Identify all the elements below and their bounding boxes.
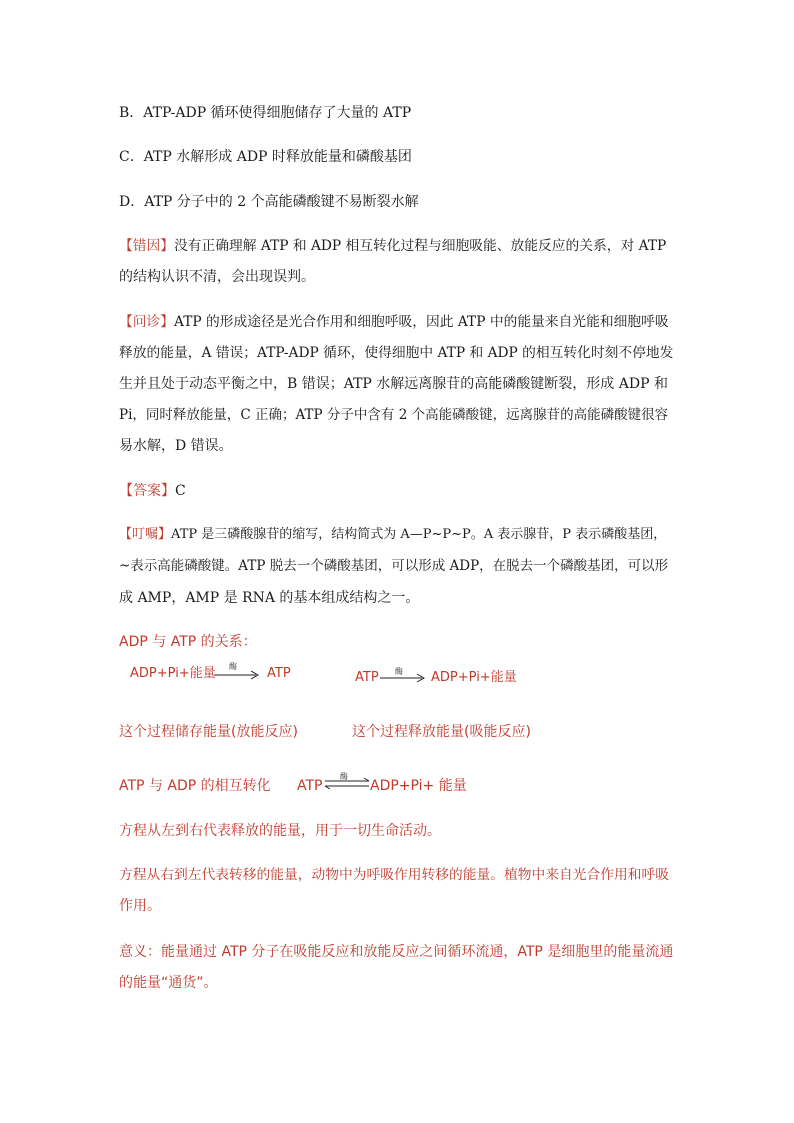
eq3-double-arrow-icon (323, 778, 371, 790)
dingzhu-tag: 【叮嘱】 (119, 527, 172, 542)
dingzhu-line-1 (119, 526, 666, 544)
eq1-right: ATP (267, 666, 291, 681)
eq2-right: ADP+Pi+能量 (431, 670, 517, 685)
wenzhen-tag: 【问诊】 (119, 314, 175, 330)
eq1-arrow-icon (214, 670, 260, 680)
eq1-left: ADP+Pi+能量 (130, 666, 216, 681)
relation-heading: ADP 与 ATP 的关系： (119, 634, 257, 650)
cuoyin-text-1: 没有正确理解 ATP 和 ADP 相互转化过程与细胞吸能、放能反应的关系，对 ATP (174, 238, 667, 254)
cuoyin-tag: 【错因】 (119, 238, 175, 254)
eq3-left: ATP (297, 778, 323, 794)
answer-line (119, 482, 186, 500)
dingzhu-text-1: ATP 是三磷酸腺苷的缩写，结构简式为 A—P~P~P。A 表示腺苷，P 表示磷酸基团， (171, 527, 667, 542)
note-right-to-left-line-2: 作用。 (119, 898, 161, 914)
note-right-to-left-line-1: 方程从右到左代表转移的能量，动物中为呼吸作用转移的能量。植物中来自光合作用和呼吸 (119, 867, 670, 883)
option-d: D．ATP 分子中的 2 个高能磷酸键不易断裂水解 (119, 194, 419, 210)
wenzhen-text-1: ATP 的形成途径是光合作用和细胞呼吸，因此 ATP 中的能量来自光能和细胞呼吸 (174, 314, 669, 330)
meaning-line-2: 的能量“通货”。 (119, 975, 218, 991)
caption-release-energy: 这个过程释放能量(吸能反应) (352, 724, 531, 740)
answer-value: C (175, 483, 186, 499)
answer-tag: 【答案】 (119, 483, 175, 499)
wenzhen-line-5: 易水解，D 错误。 (119, 438, 233, 454)
option-b: B．ATP-ADP 循环使得细胞储存了大量的 ATP (119, 105, 412, 121)
eq1-enzyme: 酶 (229, 662, 237, 671)
wenzhen-line-4: Pi，同时释放能量，C 正确；ATP 分子中含有 2 个高能磷酸键，远离腺苷的高能磷酸键很容 (119, 407, 669, 423)
meaning-line-1: 意义：能量通过 ATP 分子在吸能反应和放能反应之间循环流通，ATP 是细胞里的能量流通 (119, 944, 674, 960)
caption-store-energy: 这个过程储存能量(放能反应) (119, 724, 298, 740)
eq2-enzyme: 酶 (395, 667, 403, 676)
eq2-arrow-icon (380, 673, 426, 683)
eq2-left: ATP (355, 670, 379, 685)
eq3-enzyme: 酶 (340, 772, 348, 781)
cuoyin-line-1 (119, 237, 666, 255)
dingzhu-line-2: ~表示高能磷酸键。ATP 脱去一个磷酸基团，可以形成 ADP，在脱去一个磷酸基团，可以形 (119, 558, 669, 574)
cuoyin-line-2: 的结构认识不清，会出现误判。 (119, 269, 315, 285)
dingzhu-line-3: 成 AMP，AMP 是 RNA 的基本组成结构之一。 (119, 590, 420, 606)
wenzhen-line-1 (119, 313, 669, 331)
wenzhen-line-2: 释放的能量，A 错误；ATP-ADP 循环，使得细胞中 ATP 和 ADP 的相互转化时刻不停地发 (119, 345, 674, 361)
option-c: C．ATP 水解形成 ADP 时释放能量和磷酸基团 (119, 149, 412, 165)
mutual-label: ATP 与 ADP 的相互转化 (119, 778, 271, 794)
note-left-to-right: 方程从左到右代表释放的能量，用于一切生命活动。 (119, 823, 441, 839)
eq3-right: ADP+Pi+ 能量 (370, 778, 467, 794)
wenzhen-line-3: 生并且处于动态平衡之中，B 错误；ATP 水解远离腺苷的高能磷酸键断裂，形成 ADP 和 (119, 376, 668, 392)
